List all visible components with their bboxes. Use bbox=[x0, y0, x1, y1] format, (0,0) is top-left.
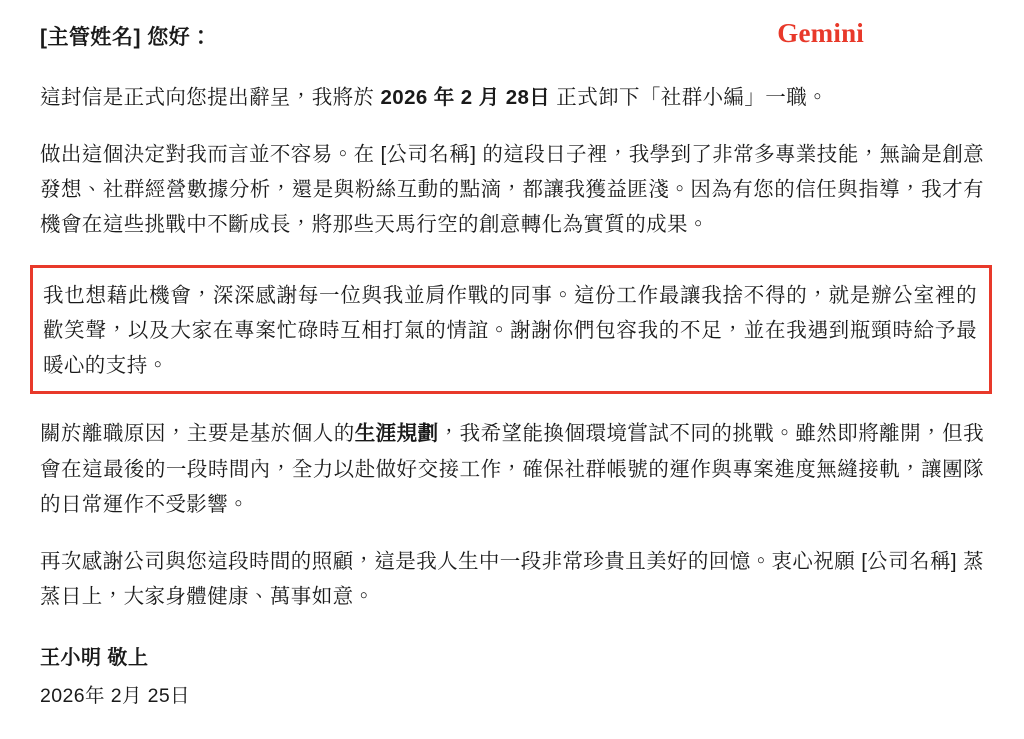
paragraph-reason-handover bbox=[40, 416, 984, 522]
text-segment: 關於離職原因，主要是基於個人的 bbox=[40, 422, 355, 446]
signature-name: 王小明 敬上 bbox=[40, 646, 149, 669]
paragraph-closing-thanks: 再次感謝公司與您這段時間的照顧，這是我人生中一段非常珍貴且美好的回憶。衷心祝願 [公司名稱] 蒸蒸日上，大家身體健康、萬事如意。 bbox=[40, 550, 984, 609]
paragraph-resignation-statement bbox=[40, 80, 984, 115]
highlighted-paragraph-box bbox=[30, 265, 992, 395]
paragraph-colleague-thanks: 我也想藉此機會，深深感謝每一位與我並肩作戰的同事。這份工作最讓我捨不得的，就是辦公室裡的歡笑聲，以及大家在專案忙碌時互相打氣的情誼。謝謝你們包容我的不足，並在我遇到瓶頸時給予最暖心的支持。 bbox=[43, 283, 977, 377]
paragraph-gratitude-skills: 做出這個決定對我而言並不容易。在 [公司名稱] 的這段日子裡，我學到了非常多專業技能，無論是創意發想、社群經營數據分析，還是與粉絲互動的點滴，都讓我獲益匪淺。因為有您的信任與指導，我才有機會在這些挑戰中不斷成長，將那些天馬行空的創意轉化為實質的成果。 bbox=[40, 142, 984, 237]
text-segment: 正式卸下「社群小編」一職。 bbox=[550, 85, 828, 109]
text-segment: ，我希望能換個環境嘗試不同的挑戰。雖然即將離開，但我會在這最後的一段時間內，全力以赴做好交接工作，確保社群帳號的運作與專案進度無縫接軌，讓團隊的日常運作不受影響。 bbox=[40, 422, 984, 516]
text-segment: 這封信是正式向您提出辭呈，我將於 bbox=[40, 85, 381, 109]
letter-greeting: [主管姓名] 您好： bbox=[40, 26, 212, 49]
text-segment-bold: 2026 年 2 月 28日 bbox=[380, 85, 551, 109]
gemini-brand-label: Gemini bbox=[777, 18, 864, 48]
text-segment-bold: 生涯規劃 bbox=[354, 422, 439, 446]
signature-date: 2026年 2月 25日 bbox=[40, 684, 191, 707]
